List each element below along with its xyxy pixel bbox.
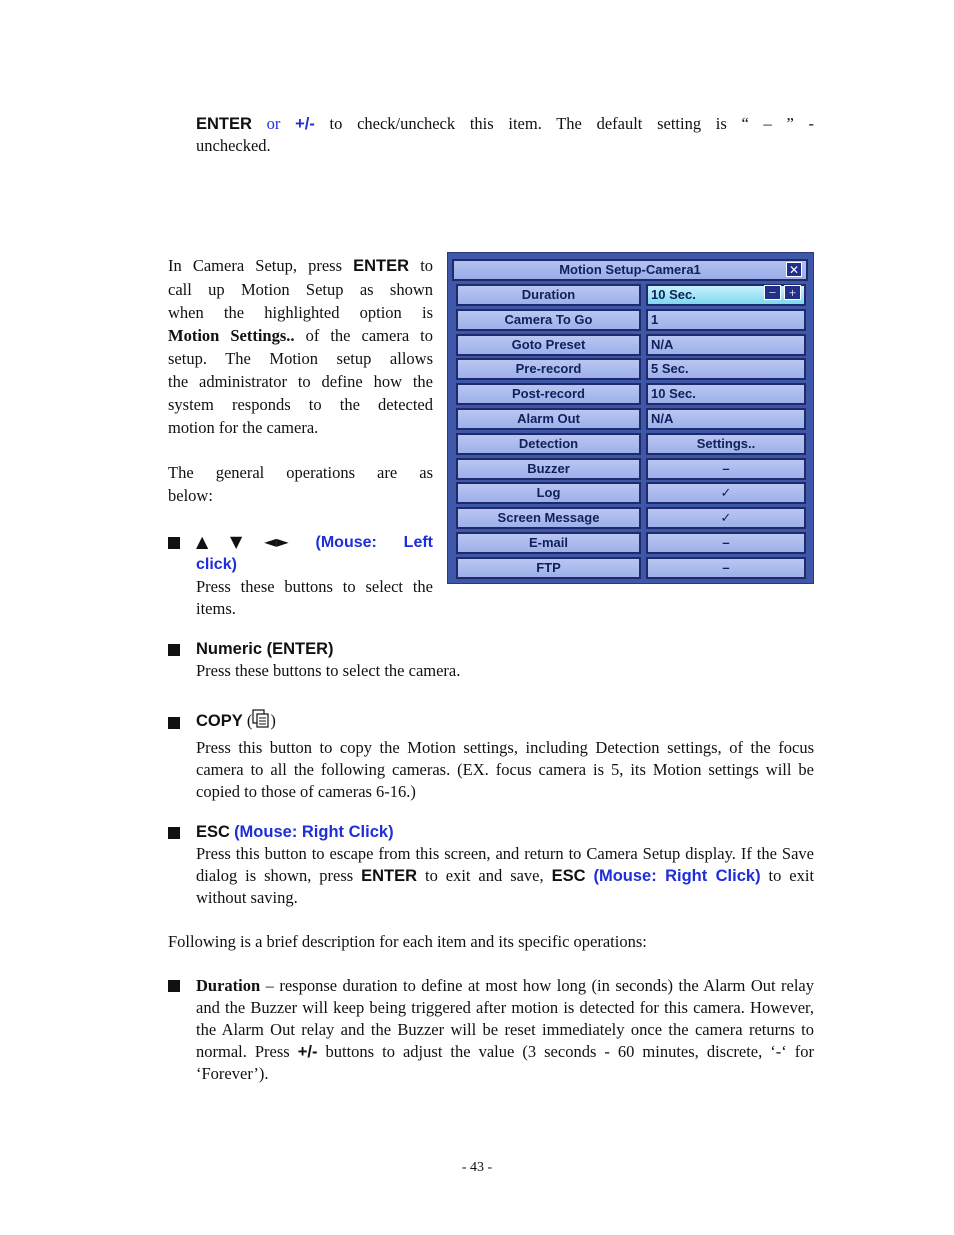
esc-mouse-hint: (Mouse: Right Click) xyxy=(234,823,394,841)
plusminus-key: +/- xyxy=(295,115,315,133)
panel-row-label[interactable]: Log xyxy=(456,482,641,504)
copy-desc: Press this button to copy the Motion settings, including Detection settings, of the focus camera to all the following cameras. (EX. focus camera is 5, its Motion settings will be copied to those of cameras 6-16.) xyxy=(196,738,814,801)
intro-paragraph xyxy=(168,254,433,507)
bullet-square-icon xyxy=(168,717,180,729)
panel-row-value[interactable]: – xyxy=(646,557,806,579)
panel-row-label[interactable]: Buzzer xyxy=(456,458,641,480)
panel-row-value[interactable]: Settings.. xyxy=(646,433,806,455)
intro-line-8: motion for the camera. xyxy=(168,418,319,437)
intro-line-4: of the camera to xyxy=(305,326,434,345)
plus-icon[interactable]: + xyxy=(784,285,801,300)
panel-row-value[interactable]: 5 Sec. xyxy=(646,358,806,380)
panel-row-label[interactable]: Goto Preset xyxy=(456,334,641,356)
esc-desc-a: Press this button to escape from this screen, and return to Camera Setup display. If the Save dialog is shown, press xyxy=(196,844,814,885)
top-text-1: to check/uncheck this item. The default setting is “ – ” - xyxy=(329,114,815,133)
esc-mouse-hint-2: (Mouse: Right Click) xyxy=(593,867,761,885)
duration-text-a: – response duration to define at most how long (in seconds) the Alarm Out relay and the Buzzer will keep being triggered after motion is detected for this camera. However, the Alarm Out relay and the Buzzer will be reset immediately once the camera returns to normal. Press xyxy=(196,976,815,1061)
minus-icon[interactable]: − xyxy=(764,285,781,300)
esc-item xyxy=(196,821,814,909)
duration-title: Duration xyxy=(196,976,261,995)
panel-row[interactable] xyxy=(448,334,815,356)
copy-icon xyxy=(252,709,270,729)
bullet-square-icon xyxy=(168,644,180,656)
duration-plusminus-key: +/- xyxy=(297,1043,318,1061)
following-text: Following is a brief description for each item and its specific operations: xyxy=(168,932,647,951)
general-ops-line-1: The general operations are as xyxy=(168,463,433,482)
panel-row[interactable] xyxy=(448,358,815,380)
arrows-mouse-hint-3: click) xyxy=(196,556,237,573)
panel-row-value[interactable]: N/A xyxy=(646,334,806,356)
copy-item: COPY ( ) Press this button to copy the Motion settings, including Detection settings, of the focus camera to all the following cameras. (EX. focus camera is 5, its Motion settings will be copied to those of cameras 6-16.) xyxy=(196,711,814,801)
duration-text-b: buttons to adjust the value (3 seconds - 60 minutes, discrete, ‘-‘ for ‘Forever’). xyxy=(196,1042,815,1083)
panel-row-label[interactable]: Pre-record xyxy=(456,358,641,380)
top-text-2: unchecked. xyxy=(196,136,271,155)
panel-row-label[interactable]: Duration xyxy=(456,284,641,306)
arrow-keys-icon: ▲▼◄► xyxy=(196,532,289,551)
panel-row-value[interactable]: – xyxy=(646,532,806,554)
arrows-mouse-hint: (Mouse: xyxy=(315,534,377,551)
copy-title: COPY xyxy=(196,712,243,730)
panel-title: Motion Setup-Camera1 xyxy=(559,262,701,277)
general-ops-line-2: below: xyxy=(168,486,213,505)
panel-row[interactable] xyxy=(448,458,815,480)
esc-esc-key: ESC xyxy=(551,867,586,885)
top-paragraph xyxy=(196,113,814,157)
motion-setup-panel xyxy=(447,252,814,584)
intro-line-1-end: to xyxy=(420,256,434,275)
duration-item xyxy=(196,975,814,1085)
page-number: - 43 - xyxy=(461,1160,493,1175)
bullet-square-icon xyxy=(168,980,180,992)
panel-row-label[interactable]: Post-record xyxy=(456,383,641,405)
esc-desc-c: to exit without saving. xyxy=(196,866,815,907)
numeric-desc: Press these buttons to select the camera. xyxy=(196,661,461,680)
panel-row-label[interactable]: E-mail xyxy=(456,532,641,554)
intro-enter-key: ENTER xyxy=(353,257,410,275)
panel-row-value[interactable]: 1 xyxy=(646,309,806,331)
motion-settings-term: Motion Settings.. xyxy=(168,326,295,345)
numeric-item xyxy=(196,638,814,682)
intro-line-6: the administrator to define how the xyxy=(168,372,433,391)
panel-row[interactable] xyxy=(448,507,815,529)
intro-line-1: In Camera Setup, press xyxy=(168,256,343,275)
panel-row[interactable] xyxy=(448,383,815,405)
close-icon[interactable]: ✕ xyxy=(786,262,802,277)
intro-line-2: call up Motion Setup as shown xyxy=(168,280,433,299)
panel-row-label[interactable]: FTP xyxy=(456,557,641,579)
bullet-square-icon xyxy=(168,537,180,549)
enter-key: ENTER xyxy=(196,115,252,133)
panel-row-value[interactable]: 10 Sec. xyxy=(646,284,806,306)
bullet-square-icon xyxy=(168,827,180,839)
panel-title-bar xyxy=(452,259,808,281)
arrows-desc-2: items. xyxy=(196,599,236,618)
intro-line-7: system responds to the detected xyxy=(168,395,433,414)
panel-row-value[interactable]: ✓ xyxy=(646,482,806,504)
arrows-item xyxy=(196,531,433,620)
arrows-mouse-hint-2: Left xyxy=(403,534,433,551)
numeric-title: Numeric (ENTER) xyxy=(196,640,334,658)
following-paragraph xyxy=(168,931,814,953)
panel-row-label[interactable]: Screen Message xyxy=(456,507,641,529)
arrows-desc-1: Press these buttons to select the xyxy=(196,577,433,596)
panel-row-value[interactable]: N/A xyxy=(646,408,806,430)
panel-row[interactable] xyxy=(448,433,815,455)
panel-row-label[interactable]: Alarm Out xyxy=(456,408,641,430)
panel-row[interactable] xyxy=(448,532,815,554)
or-text: or xyxy=(266,114,281,133)
panel-row[interactable] xyxy=(448,557,815,579)
panel-row[interactable] xyxy=(448,284,815,306)
panel-row-value[interactable]: 10 Sec. xyxy=(646,383,806,405)
panel-row-label[interactable]: Camera To Go xyxy=(456,309,641,331)
panel-row[interactable] xyxy=(448,309,815,331)
panel-row[interactable] xyxy=(448,408,815,430)
panel-row-label[interactable]: Detection xyxy=(456,433,641,455)
panel-row-value[interactable]: ✓ xyxy=(646,507,806,529)
esc-title: ESC xyxy=(196,823,230,841)
intro-line-5: setup. The Motion setup allows xyxy=(168,349,433,368)
panel-row[interactable] xyxy=(448,482,815,504)
intro-line-3: when the highlighted option is xyxy=(168,303,433,322)
esc-desc-b: to exit and save, xyxy=(424,866,544,885)
esc-enter-key: ENTER xyxy=(361,867,418,885)
panel-row-value[interactable]: – xyxy=(646,458,806,480)
